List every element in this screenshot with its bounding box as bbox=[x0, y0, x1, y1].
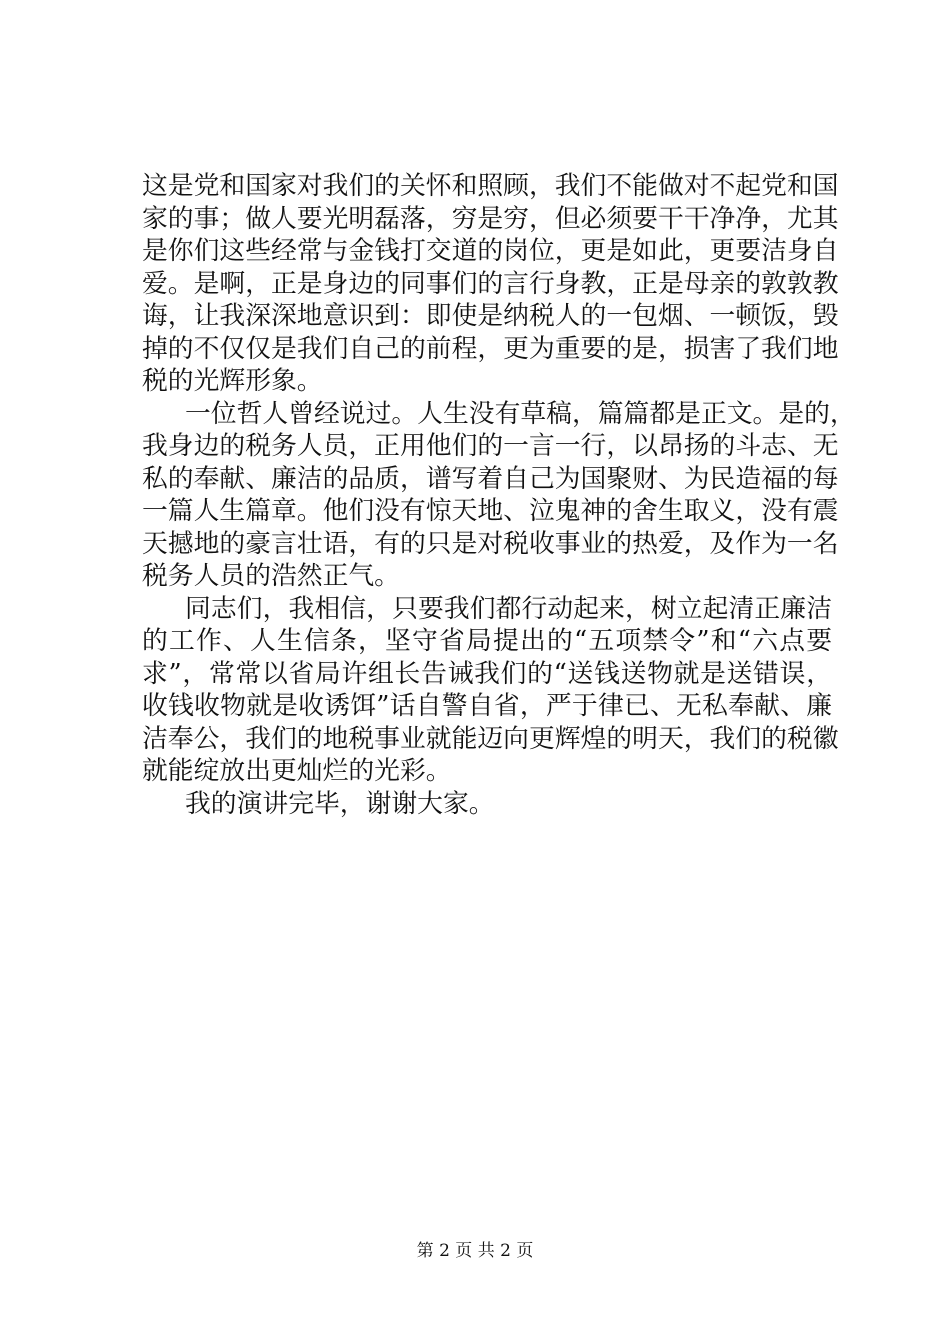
text-line: 收钱收物就是收诱饵”话自警自省，严于律已、无私奉献、廉 bbox=[142, 691, 832, 721]
text-line: 爱。是啊，正是身边的同事们的言行身教，正是母亲的敦敦教 bbox=[142, 268, 839, 299]
text-line: 家的事；做人要光明磊落，穷是穷，但必须要干干净净，尤其 bbox=[142, 203, 839, 234]
text-line: 是你们这些经常与金钱打交道的岗位，更是如此，更要洁身自 bbox=[142, 236, 839, 266]
paragraph-first-line: 一位哲人曾经说过。人生没有草稿，篇篇都是正文。是的， bbox=[185, 398, 856, 429]
text-line: 洁奉公，我们的地税事业就能迈向更辉煌的明天，我们的税徽 bbox=[142, 723, 839, 754]
text-line: 一篇人生篇章。他们没有惊天地、泣鬼神的舍生取义，没有震 bbox=[142, 496, 839, 526]
text-line: 我身边的税务人员，正用他们的一言一行，以昂扬的斗志、无 bbox=[142, 431, 839, 461]
text-line: 掉的不仅仅是我们自己的前程，更为重要的是，损害了我们地 bbox=[142, 333, 839, 364]
text-line: 天撼地的豪言壮语，有的只是对税收事业的热爱，及作为一名 bbox=[142, 528, 839, 559]
text-line: 这是党和国家对我们的关怀和照顾，我们不能做对不起党和国 bbox=[142, 171, 839, 201]
text-line: 税的光辉形象。 bbox=[142, 366, 323, 396]
paragraph-first-line: 同志们，我相信，只要我们都行动起来，树立起清正廉洁 bbox=[185, 593, 832, 624]
text-line: 诲，让我深深地意识到：即使是纳税人的一包烟、一顿饭，毁 bbox=[142, 301, 839, 331]
page-number-footer: 第 2 页 共 2 页 bbox=[416, 1241, 534, 1261]
closing-line: 我的演讲完毕，谢谢大家。 bbox=[185, 788, 495, 819]
text-line: 求”，常常以省局许组长告诫我们的“送钱送物就是送错误， bbox=[142, 658, 832, 689]
text-line: 税务人员的浩然正气。 bbox=[142, 561, 400, 591]
text-line: 私的奉献、廉洁的品质，谱写着自己为国聚财、为民造福的每 bbox=[142, 463, 839, 494]
text-line: 的工作、人生信条，坚守省局提出的“五项禁令”和“六点要 bbox=[142, 626, 832, 656]
text-line: 就能绽放出更灿烂的光彩。 bbox=[142, 756, 452, 786]
speech-body bbox=[142, 170, 856, 820]
